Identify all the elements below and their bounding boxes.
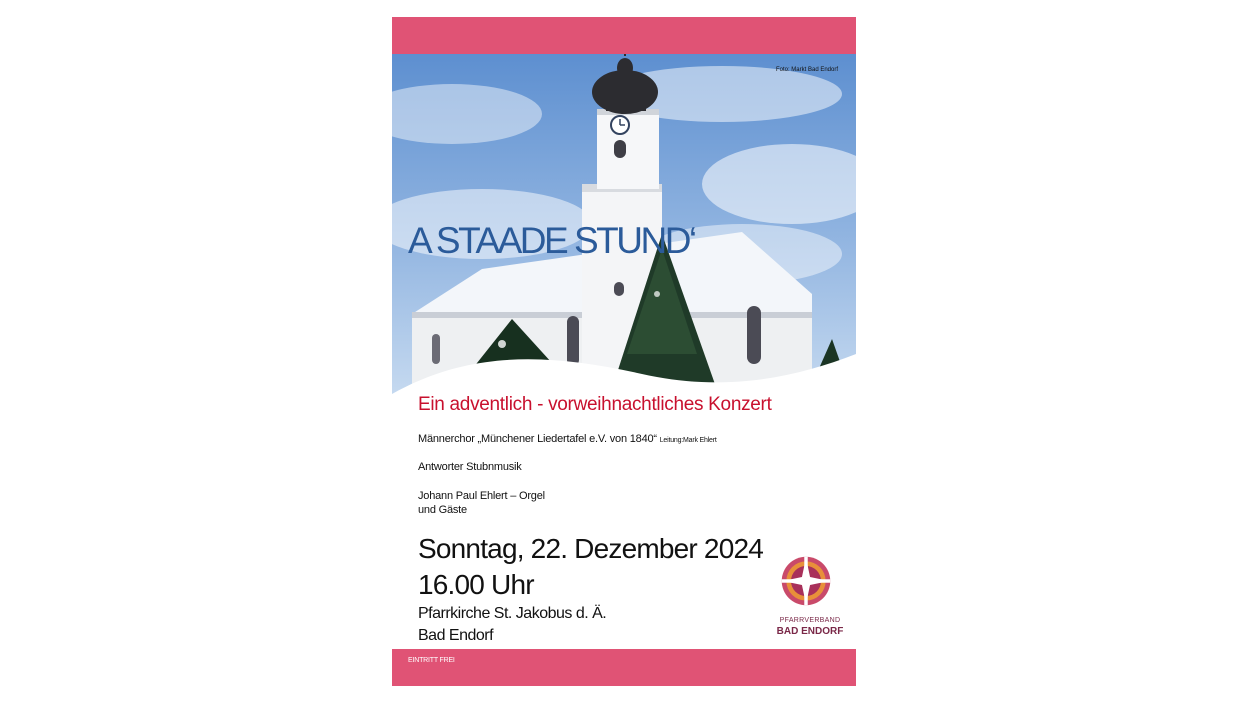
organ-line: Johann Paul Ehlert – Orgel: [418, 490, 545, 502]
choir-line: [418, 433, 717, 445]
top-color-band: [392, 17, 856, 54]
event-venue: Pfarrkirche St. Jakobus d. Ä.: [418, 605, 607, 622]
concert-subtitle: Ein adventlich - vorweihnachtliches Konzert: [418, 394, 772, 415]
church-photo: [392, 54, 856, 407]
guests-line: und Gäste: [418, 504, 467, 516]
pfarrverband-logo-icon: [780, 555, 832, 607]
event-date: Sonntag, 22. Dezember 2024: [418, 533, 764, 564]
event-town: Bad Endorf: [418, 627, 494, 644]
concert-poster: [392, 17, 856, 686]
logo-text-top: PFARRVERBAND: [779, 617, 841, 624]
poster-headline: A STAADE STUND‘: [408, 220, 695, 261]
stubnmusik-line: Antworter Stubnmusik: [418, 461, 522, 473]
choir-leader: Leitung:Mark Ehlert: [659, 437, 717, 444]
logo-text-bottom: BAD ENDORF: [776, 626, 844, 637]
admission-note: EINTRITT FREI: [408, 657, 455, 664]
photo-credit: Foto: Markt Bad Endorf: [775, 67, 838, 73]
choir-name: Männerchor „Münchener Liedertafel e.V. von 1840“: [418, 433, 657, 445]
event-time: 16.00 Uhr: [418, 569, 534, 600]
bottom-color-band: [392, 649, 856, 686]
